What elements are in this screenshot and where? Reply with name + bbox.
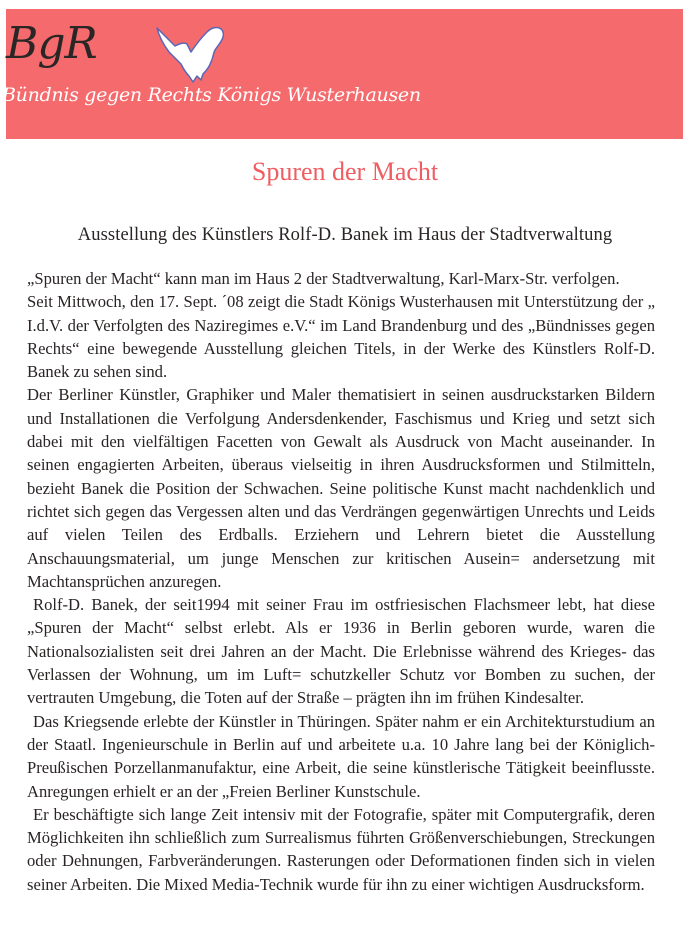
header-banner xyxy=(6,9,683,139)
dove-icon xyxy=(155,24,231,86)
page-subtitle: Ausstellung des Künstlers Rolf-D. Banek im Haus der Stadtverwaltung xyxy=(77,225,613,245)
paragraph: „Spuren der Macht“ kann man im Haus 2 der Stadtverwaltung, Karl-Marx-Str. verfolgen. xyxy=(27,269,620,288)
paragraph: Rolf-D. Banek, der seit1994 mit seiner Frau im ostfriesischen Flachsmeer lebt, hat diese „Spuren der Macht“ selbst erlebt. Als er 1936 in Berlin geboren wurde, waren die Nationalsozialisten seit drei Jahren an der Macht. Die Erlebnisse während des Krieges- das Verlassen der Wohnung, um im Luft= schutzkeller Schutz vor Bomben zu suchen, der vertrauten Umgebung, die Toten auf der Straße – prägten ihn im frühen Kindesalter. xyxy=(27,595,655,708)
page-title: Spuren der Macht xyxy=(251,157,439,186)
paragraph: Das Kriegsende erlebte der Künstler in Thüringen. Später nahm er ein Architekturstudium an der Staatl. Ingenieurschule in Berlin auf und arbeitete u.a. 10 Jahre lang bei der Königlich-Preußischen Porzellanmanufaktur, eine Arbeit, die seine künstlerische Tätigkeit beeinflusste. Anregungen erhielt er an der „Freien Berliner Kunstschule. xyxy=(27,711,655,801)
paragraph: Er beschäftigte sich lange Zeit intensiv mit der Fotografie, später mit Computergrafik, deren Möglichkeiten ihn schließlich zum Surrealismus führten Größenverschiebungen, Streckungen oder Dehnungen, Farbveränderungen. Rasterungen oder Deformationen finden sich in vielen seiner Arbeiten. Die Mixed Media-Technik wurde für ihn zu einer wichtigen Ausdrucksform. xyxy=(27,804,655,894)
banner-subtitle: Bündnis gegen Rechts Königs Wusterhausen xyxy=(2,84,421,106)
logo-text: BgR xyxy=(6,18,97,69)
paragraph: Seit Mittwoch, den 17. Sept. ´08 zeigt die Stadt Königs Wusterhausen mit Unterstützung der „ I.d.V. der Verfolgten des Naziregimes e.V.“ im Land Brandenburg und des „Bündnisses gegen Rechts“ eine bewegende Ausstellung gleichen Titels, in der Werke des Künstlers Rolf-D. Banek zu sehen sind. xyxy=(27,292,655,382)
article-body xyxy=(27,267,655,896)
paragraph: Der Berliner Künstler, Graphiker und Maler thematisiert in seinen ausdruckstarken Bildern und Installationen die Verfolgung Andersdenkender, Faschismus und Krieg und setzt sich dabei mit den vielfältigen Facetten von Gewalt als Ausdruck von Macht auseinander. In seinen engagierten Arbeiten, überaus vielseitig in ihren Ausdrucksformen und Stilmitteln, bezieht Banek die Position der Schwachen. Seine politische Kunst macht nachdenklich und richtet sich gegen das Vergessen alten und das Verdrängen gegenwärtigen Unrechts und Leids auf vielen Teilen des Erdballs. Erziehern und Lehrern bietet die Ausstellung Anschauungsmaterial, um junge Menschen zur kritischen Ausein= andersetzung mit Machtansprüchen anzuregen. xyxy=(27,385,655,591)
